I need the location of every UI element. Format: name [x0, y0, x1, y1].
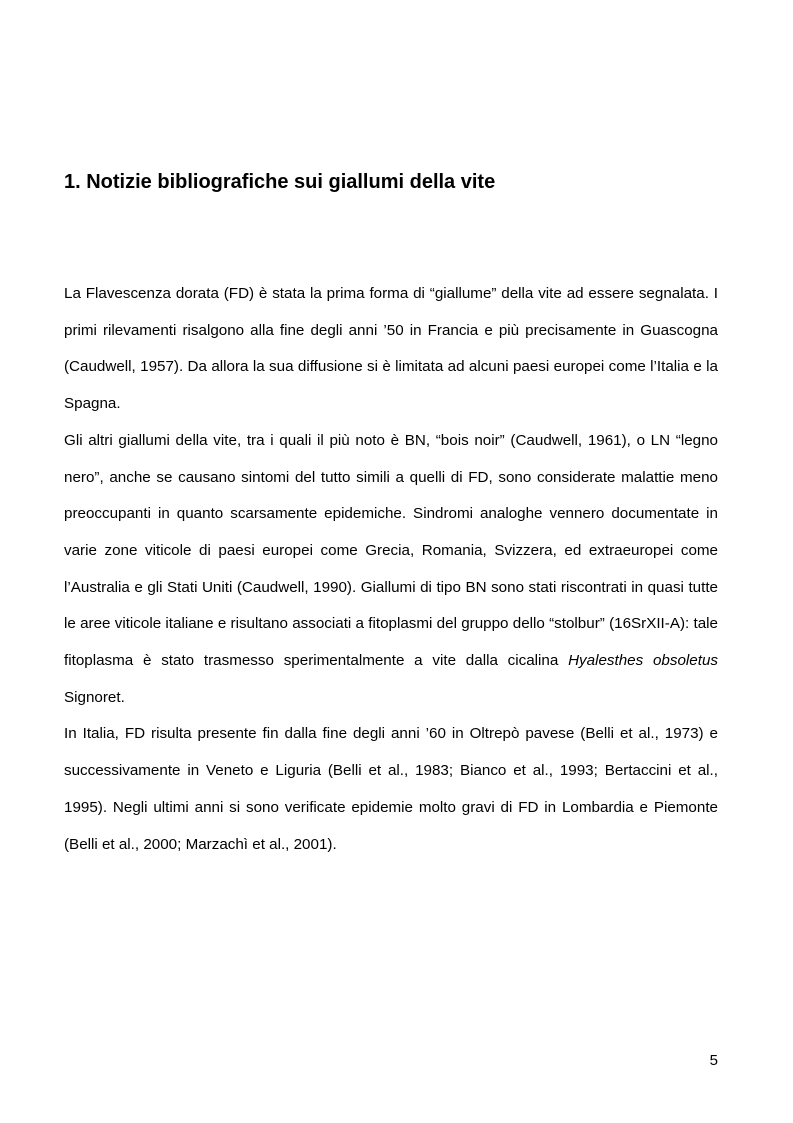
paragraph-fd-italia: In Italia, FD risulta presente fin dalla fine degli anni ’60 in Oltrepò pavese (Belli et al., 1973) e successivamente in Veneto e Liguria (Belli et al., 1983; Bianco et al., 1993; Bertaccini et al., 1995). Negli ultimi anni si sono verificate epidemie molto gravi di FD in Lombardia e Piemonte (Belli et al., 2000; Marzachì et al., 2001).: [64, 725, 718, 853]
paragraph-text-after: Signoret.: [64, 688, 125, 706]
section-title: 1. Notizie bibliografiche sui giallumi della vite: [64, 171, 496, 193]
page-number: 5: [709, 1052, 718, 1069]
species-name: Hyalesthes obsoletus: [568, 652, 718, 670]
paragraph-text-before: Gli altri giallumi della vite, tra i quali il più noto è BN, “bois noir” (Caudwell, 1961), o LN “legno nero”, anche se causano sintomi del tutto simili a quelli di FD, sono considerate malattie meno preoccupanti in quanto scarsamente epidemiche. Sindromi analoghe vennero documentate in varie zone viticole di paesi europei come Grecia, Romania, Svizzera, ed extraeuropei come l’Australia e gli Stati Uniti (Caudwell, 1990). Giallumi di tipo BN sono stati riscontrati in quasi tutte le aree viticole italiane e risultano associati a fitoplasmi del gruppo dello “stolbur” (16SrXII-A): tale fitoplasma è stato trasmesso sperimentalmente a vite dalla cicalina: [64, 431, 718, 670]
body-text: [64, 276, 718, 863]
paragraph-flavescenza-dorata: La Flavescenza dorata (FD) è stata la prima forma di “giallume” della vite ad essere segnalata. I primi rilevamenti risalgono alla fine degli anni ’50 in Francia e più precisamente in Guascogna (Caudwell, 1957). Da allora la sua diffusione si è limitata ad alcuni paesi europei come l’Italia e la Spagna.: [64, 285, 718, 413]
paragraph-altri-giallumi: [64, 423, 718, 717]
